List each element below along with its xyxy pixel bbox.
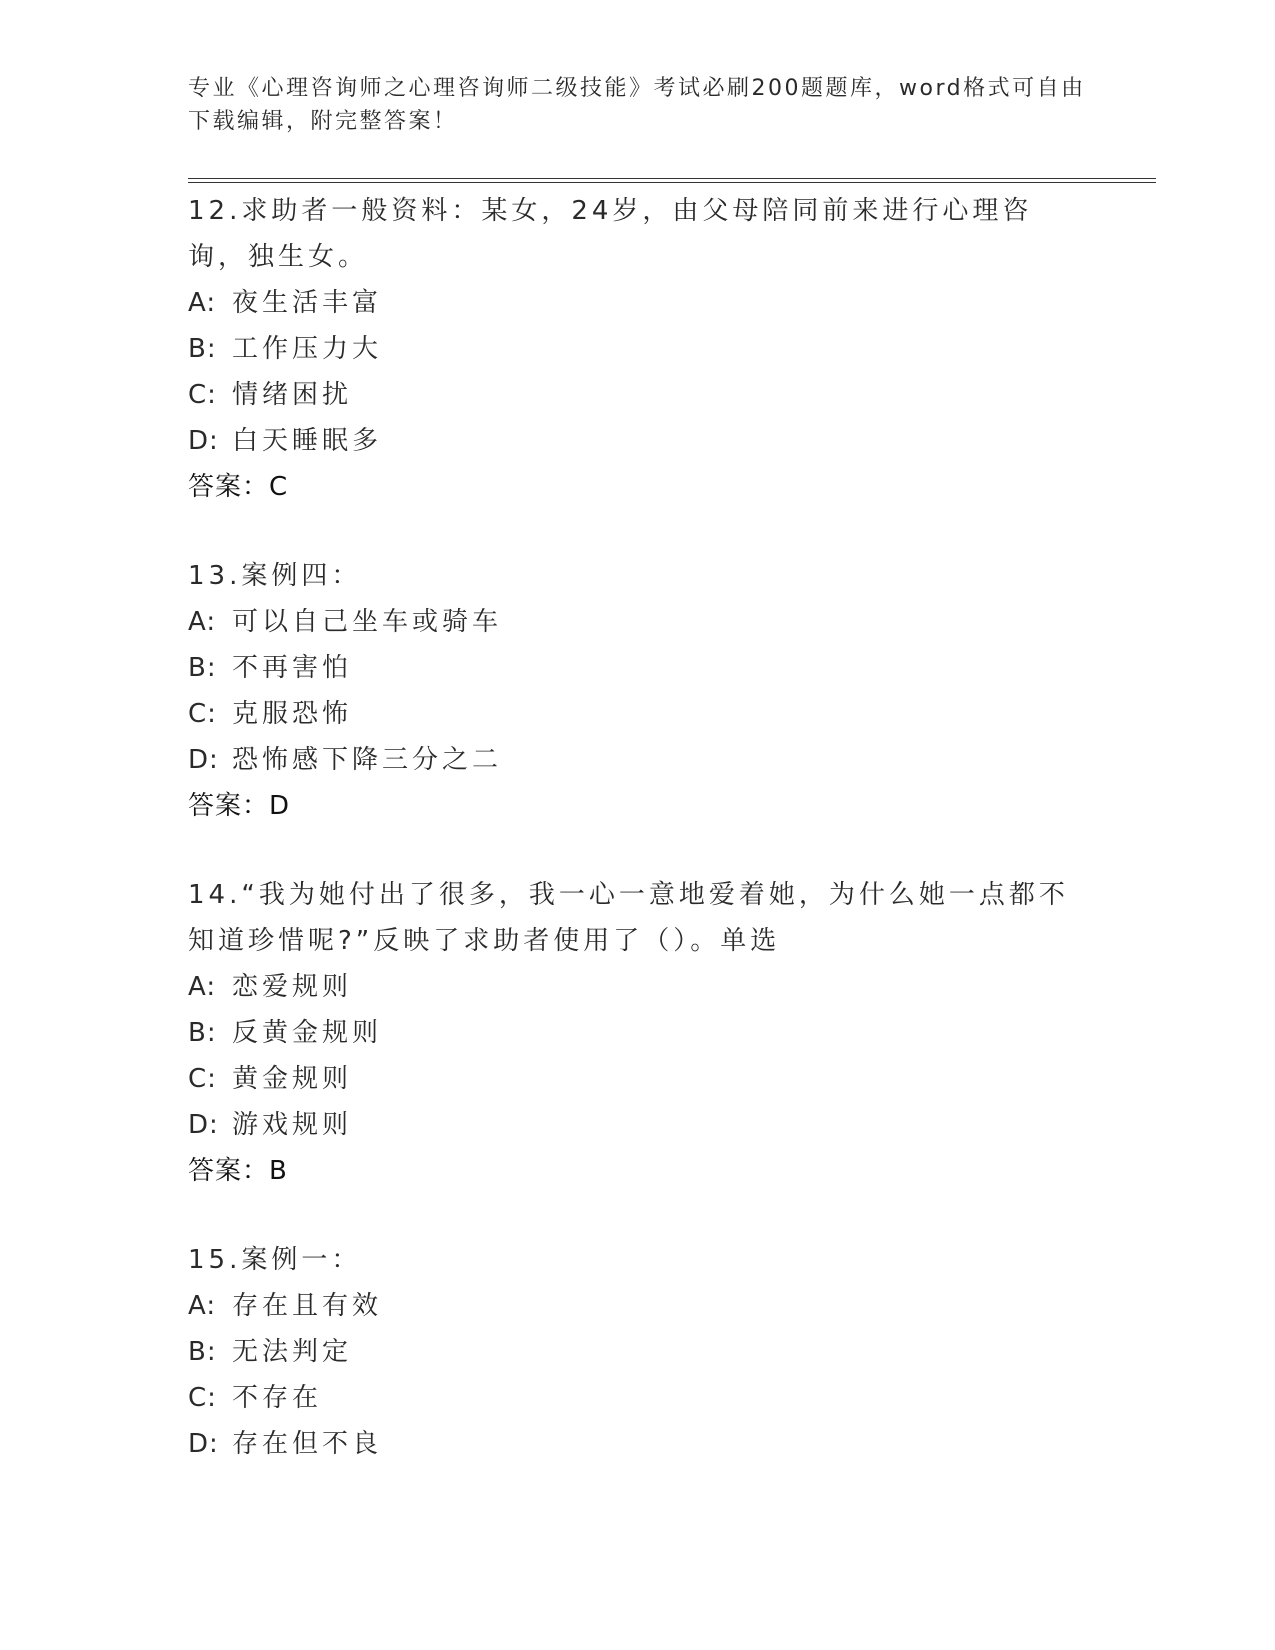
option-letter: D: <box>188 1429 219 1459</box>
option-b <box>188 645 1088 691</box>
option-letter: A: <box>188 1291 217 1321</box>
option-letter: C: <box>188 1383 217 1413</box>
option-text: 不存在 <box>232 1383 323 1413</box>
option-a <box>188 599 1088 645</box>
option-c <box>188 1375 1088 1421</box>
question-13 <box>188 553 1088 829</box>
question-stem: 15.案例一： <box>188 1245 362 1275</box>
option-a <box>188 280 1088 326</box>
option-d <box>188 737 1088 783</box>
option-b <box>188 326 1088 372</box>
option-text: 工作压力大 <box>232 334 383 364</box>
document-header: 专业《心理咨询师之心理咨询师二级技能》考试必刷200题题库，word格式可自由下载编辑，附完整答案！ <box>188 76 1086 134</box>
option-letter: B: <box>188 1018 217 1048</box>
answer-line: 答案：C <box>188 472 289 502</box>
option-text: 恋爱规则 <box>232 972 353 1002</box>
option-letter: C: <box>188 1064 217 1094</box>
option-text: 白天睡眠多 <box>232 426 383 456</box>
option-text: 存在且有效 <box>232 1291 383 1321</box>
option-text: 反黄金规则 <box>232 1018 383 1048</box>
option-letter: A: <box>188 972 217 1002</box>
option-d <box>188 1102 1088 1148</box>
option-text: 游戏规则 <box>232 1110 353 1140</box>
question-stem: 12.求助者一般资料：某女，24岁，由父母陪同前来进行心理咨询，独生女。 <box>188 196 1033 272</box>
option-text: 可以自己坐车或骑车 <box>232 607 503 637</box>
option-d <box>188 418 1088 464</box>
question-12 <box>188 188 1088 510</box>
option-letter: C: <box>188 380 217 410</box>
option-text: 恐怖感下降三分之二 <box>232 745 503 775</box>
option-text: 无法判定 <box>232 1337 353 1367</box>
option-a <box>188 964 1088 1010</box>
option-letter: B: <box>188 1337 217 1367</box>
option-letter: D: <box>188 745 219 775</box>
option-letter: B: <box>188 334 217 364</box>
question-15 <box>188 1237 1088 1467</box>
header-divider-top <box>188 178 1156 179</box>
option-text: 夜生活丰富 <box>232 288 383 318</box>
question-stem: 14.“我为她付出了很多，我一心一意地爱着她，为什么她一点都不知道珍惜呢?”反映了求助者使用了（）。单选 <box>188 880 1069 956</box>
option-b <box>188 1329 1088 1375</box>
answer-line: 答案：B <box>188 1156 288 1186</box>
option-text: 存在但不良 <box>232 1429 383 1459</box>
option-text: 不再害怕 <box>232 653 353 683</box>
option-a <box>188 1283 1088 1329</box>
header-divider-bottom <box>188 182 1156 183</box>
option-d <box>188 1421 1088 1467</box>
option-letter: C: <box>188 699 217 729</box>
option-letter: B: <box>188 653 217 683</box>
option-text: 克服恐怖 <box>232 699 353 729</box>
option-b <box>188 1010 1088 1056</box>
option-letter: D: <box>188 426 219 456</box>
option-c <box>188 372 1088 418</box>
option-c <box>188 691 1088 737</box>
option-letter: A: <box>188 288 217 318</box>
question-stem: 13.案例四： <box>188 561 362 591</box>
option-c <box>188 1056 1088 1102</box>
option-text: 黄金规则 <box>232 1064 353 1094</box>
option-text: 情绪困扰 <box>232 380 353 410</box>
option-letter: D: <box>188 1110 219 1140</box>
answer-line: 答案：D <box>188 791 291 821</box>
option-letter: A: <box>188 607 217 637</box>
question-14 <box>188 872 1088 1194</box>
